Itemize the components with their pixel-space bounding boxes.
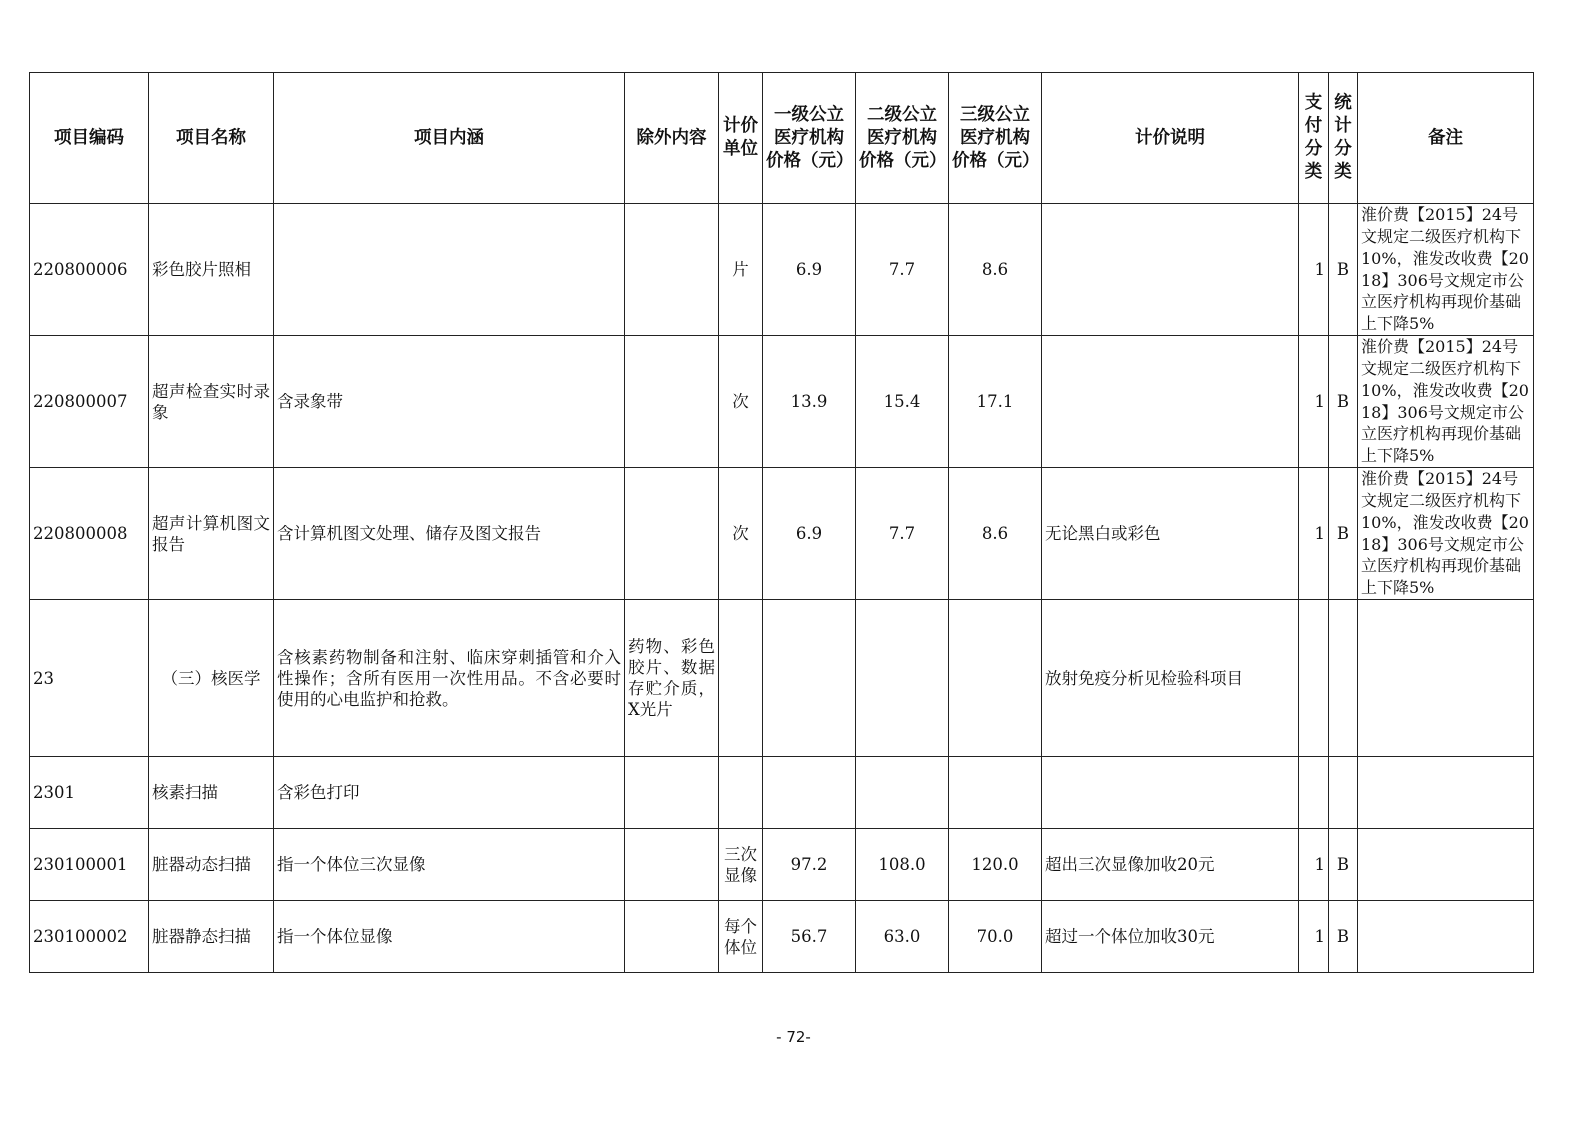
header-price-level3: 三级公立医疗机构价格（元） [949,73,1042,204]
table-row [30,901,1534,973]
item-remark: 淮价费【2015】24号文规定二级医疗机构下10%，淮发改收费【2018】306号文规定市公立医疗机构再现价基础上下降5% [1358,204,1534,336]
item-exclude [625,336,719,468]
item-code: 230100001 [30,829,149,901]
price-table [29,72,1534,973]
item-price-level2: 63.0 [856,901,949,973]
item-price-level1 [763,600,856,757]
header-exclude: 除外内容 [625,73,719,204]
table-row [30,336,1534,468]
item-exclude [625,757,719,829]
header-content: 项目内涵 [274,73,625,204]
item-pay: 1 [1299,468,1329,600]
header-remark: 备注 [1358,73,1534,204]
header-price-level2: 二级公立医疗机构价格（元） [856,73,949,204]
table-row [30,468,1534,600]
header-desc: 计价说明 [1042,73,1299,204]
item-name: 超声检查实时录象 [149,336,274,468]
item-price-level2: 7.7 [856,204,949,336]
item-content [274,204,625,336]
item-content: 指一个体位显像 [274,901,625,973]
item-price-level2 [856,600,949,757]
item-name: 超声计算机图文报告 [149,468,274,600]
item-code: 220800007 [30,336,149,468]
item-desc [1042,757,1299,829]
item-price-level1: 13.9 [763,336,856,468]
item-unit [719,600,763,757]
item-code: 220800008 [30,468,149,600]
item-pay [1299,600,1329,757]
item-price-level1: 56.7 [763,901,856,973]
item-price-level3: 70.0 [949,901,1042,973]
item-code: 23 [30,600,149,757]
item-desc: 放射免疫分析见检验科项目 [1042,600,1299,757]
item-exclude: 药物、彩色胶片、数据存贮介质，X光片 [625,600,719,757]
item-desc: 超过一个体位加收30元 [1042,901,1299,973]
item-remark [1358,757,1534,829]
item-unit: 每个体位 [719,901,763,973]
item-price-level3: 8.6 [949,468,1042,600]
item-name: 核素扫描 [149,757,274,829]
item-desc: 无论黑白或彩色 [1042,468,1299,600]
item-pay: 1 [1299,829,1329,901]
item-code: 230100002 [30,901,149,973]
item-desc: 超出三次显像加收20元 [1042,829,1299,901]
item-stat: B [1329,901,1358,973]
item-exclude [625,829,719,901]
item-desc [1042,336,1299,468]
item-name: 脏器动态扫描 [149,829,274,901]
item-remark [1358,901,1534,973]
item-price-level3: 8.6 [949,204,1042,336]
item-content: 含录象带 [274,336,625,468]
item-name: （三）核医学 [149,600,274,757]
item-price-level1: 6.9 [763,204,856,336]
item-price-level3 [949,757,1042,829]
item-price-level1: 97.2 [763,829,856,901]
item-stat: B [1329,829,1358,901]
item-price-level3: 17.1 [949,336,1042,468]
item-exclude [625,901,719,973]
item-stat: B [1329,468,1358,600]
item-content: 含彩色打印 [274,757,625,829]
item-price-level3: 120.0 [949,829,1042,901]
item-remark: 淮价费【2015】24号文规定二级医疗机构下10%，淮发改收费【2018】306号文规定市公立医疗机构再现价基础上下降5% [1358,468,1534,600]
item-price-level1: 6.9 [763,468,856,600]
item-content: 含核素药物制备和注射、临床穿刺插管和介入性操作；含所有医用一次性用品。不含必要时使用的心电监护和抢救。 [274,600,625,757]
item-stat: B [1329,336,1358,468]
item-unit: 三次显像 [719,829,763,901]
item-stat [1329,600,1358,757]
header-pay: 支付分类 [1299,73,1329,204]
item-content: 含计算机图文处理、储存及图文报告 [274,468,625,600]
header-name: 项目名称 [149,73,274,204]
item-pay: 1 [1299,901,1329,973]
item-exclude [625,204,719,336]
item-code: 220800006 [30,204,149,336]
item-name: 彩色胶片照相 [149,204,274,336]
item-pay: 1 [1299,336,1329,468]
table-row [30,757,1534,829]
item-name: 脏器静态扫描 [149,901,274,973]
item-content: 指一个体位三次显像 [274,829,625,901]
table-row [30,600,1534,757]
table-row [30,829,1534,901]
item-desc [1042,204,1299,336]
item-exclude [625,468,719,600]
item-stat [1329,757,1358,829]
item-price-level2: 108.0 [856,829,949,901]
table-row [30,204,1534,336]
item-unit: 片 [719,204,763,336]
item-stat: B [1329,204,1358,336]
header-price-level1: 一级公立医疗机构价格（元） [763,73,856,204]
item-pay [1299,757,1329,829]
item-unit: 次 [719,468,763,600]
item-price-level1 [763,757,856,829]
header-code: 项目编码 [30,73,149,204]
item-price-level3 [949,600,1042,757]
page-number: - 72- [776,1028,811,1046]
item-price-level2 [856,757,949,829]
header-stat: 统计分类 [1329,73,1358,204]
item-price-level2: 7.7 [856,468,949,600]
item-code: 2301 [30,757,149,829]
item-price-level2: 15.4 [856,336,949,468]
item-remark [1358,600,1534,757]
item-unit [719,757,763,829]
item-remark [1358,829,1534,901]
item-remark: 淮价费【2015】24号文规定二级医疗机构下10%，淮发改收费【2018】306号文规定市公立医疗机构再现价基础上下降5% [1358,336,1534,468]
item-unit: 次 [719,336,763,468]
header-unit: 计价单位 [719,73,763,204]
header-row [30,73,1534,204]
item-pay: 1 [1299,204,1329,336]
